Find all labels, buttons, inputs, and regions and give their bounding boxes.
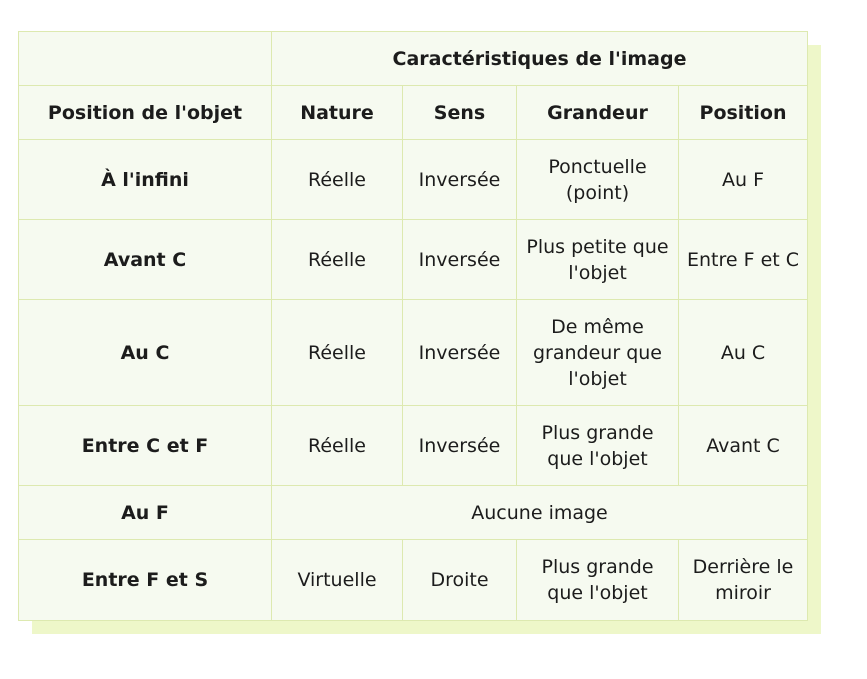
cell-sens: Inversée (403, 220, 517, 300)
cell-position: Au C (679, 300, 808, 406)
row-object-position: Entre C et F (19, 406, 272, 486)
sens-header: Sens (403, 86, 517, 140)
cell-sens: Inversée (403, 140, 517, 220)
cell-grandeur: Plus grande que l'objet (517, 406, 679, 486)
row-object-position: À l'infini (19, 140, 272, 220)
empty-corner-cell (19, 32, 272, 86)
cell-grandeur: Plus grande que l'objet (517, 540, 679, 621)
cell-sens: Inversée (403, 300, 517, 406)
table-row (19, 220, 808, 300)
cell-nature: Réelle (272, 220, 403, 300)
cell-nature: Virtuelle (272, 540, 403, 621)
cell-grandeur: De même grandeur que l'objet (517, 300, 679, 406)
header-row-1 (19, 32, 808, 86)
cell-aucune-image: Aucune image (272, 486, 808, 540)
cell-sens: Inversée (403, 406, 517, 486)
caracteristiques-header: Caractéristiques de l'image (272, 32, 808, 86)
row-object-position: Avant C (19, 220, 272, 300)
cell-sens: Droite (403, 540, 517, 621)
position-header: Position (679, 86, 808, 140)
row-object-position: Entre F et S (19, 540, 272, 621)
table-row (19, 406, 808, 486)
position-objet-header: Position de l'objet (19, 86, 272, 140)
row-object-position: Au C (19, 300, 272, 406)
row-object-position: Au F (19, 486, 272, 540)
nature-header: Nature (272, 86, 403, 140)
cell-nature: Réelle (272, 406, 403, 486)
cell-position: Avant C (679, 406, 808, 486)
cell-position: Derrière le miroir (679, 540, 808, 621)
cell-grandeur: Ponctuelle (point) (517, 140, 679, 220)
table-row (19, 486, 808, 540)
cell-position: Entre F et C (679, 220, 808, 300)
table-row (19, 300, 808, 406)
cell-nature: Réelle (272, 140, 403, 220)
cell-nature: Réelle (272, 300, 403, 406)
table-row (19, 140, 808, 220)
cell-position: Au F (679, 140, 808, 220)
header-row-2 (19, 86, 808, 140)
grandeur-header: Grandeur (517, 86, 679, 140)
image-characteristics-table (18, 31, 808, 621)
cell-grandeur: Plus petite que l'objet (517, 220, 679, 300)
table-container (18, 31, 807, 620)
table-row (19, 540, 808, 621)
